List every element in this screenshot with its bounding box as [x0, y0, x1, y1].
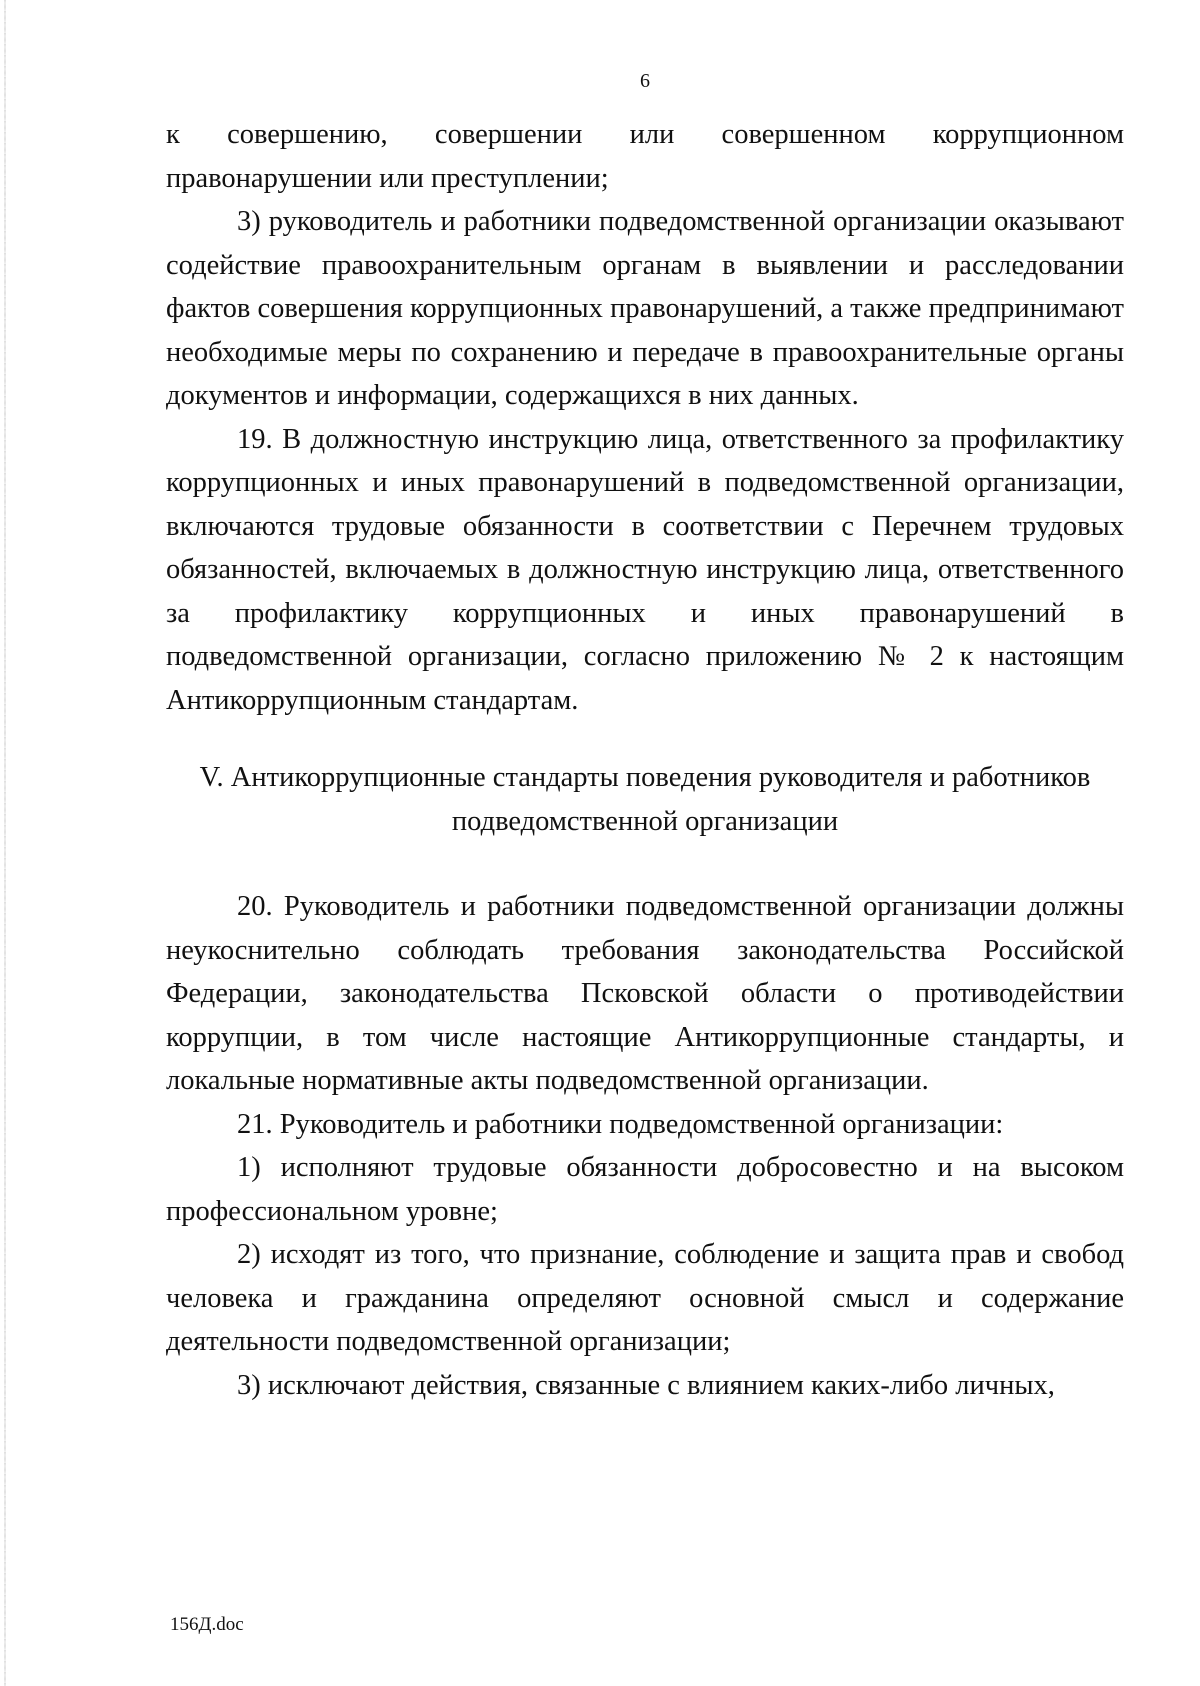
paragraph-20: 20. Руководитель и работники подведомственной организации должны неукоснительно соблюдать требования законодательства Российской Федерации, законодательства Псковской области о противодействии коррупции, в том числе настоящие Антикоррупционные стандарты, и локальные нормативные акты подведомственной организации.: [166, 891, 1124, 1096]
footer-filename: 156Д.doc: [170, 1614, 244, 1635]
document-body: [166, 113, 1124, 1407]
scan-edge: [4, 0, 6, 1686]
paragraph-21-item-2: 2) исходят из того, что признание, соблюдение и защита прав и свобод человека и гражданина определяют основной смысл и содержание деятельности подведомственной организации;: [166, 1239, 1124, 1357]
paragraph-21-item-3: 3) исключают действия, связанные с влиянием каких-либо личных,: [237, 1369, 1055, 1401]
paragraph-21-item-1: 1) исполняют трудовые обязанности добросовестно и на высоком профессиональном уровне;: [166, 1152, 1124, 1227]
paragraph-continuation: к совершению, совершении или совершенном коррупционном правонарушении или преступлении;: [166, 119, 1124, 194]
paragraph-item-3: 3) руководитель и работники подведомственной организации оказывают содействие правоохранительным органам в выявлении и расследовании фактов совершения коррупционных правонарушений, а также предпринимают необходимые меры по сохранению и передаче в правоохранительные органы документов и информации, содержащихся в них данных.: [166, 206, 1124, 411]
page-number: 6: [640, 70, 650, 92]
paragraph-19: 19. В должностную инструкцию лица, ответственного за профилактику коррупционных и иных правонарушений в подведомственной организации, включаются трудовые обязанности в соответствии с Перечнем трудовых обязанностей, включаемых в должностную инструкцию лица, ответственного за профилактику коррупционных и иных правонарушений в подведомственной организации, согласно приложению № 2 к настоящим Антикоррупционным стандартам.: [166, 423, 1124, 716]
paragraph-21: 21. Руководитель и работники подведомственной организации:: [237, 1108, 1004, 1140]
section-heading-line-2: подведомственной организации: [451, 805, 839, 837]
section-heading: [166, 756, 1124, 843]
section-heading-line-1: V. Антикоррупционные стандарты поведения руководителя и работников: [199, 762, 1091, 793]
